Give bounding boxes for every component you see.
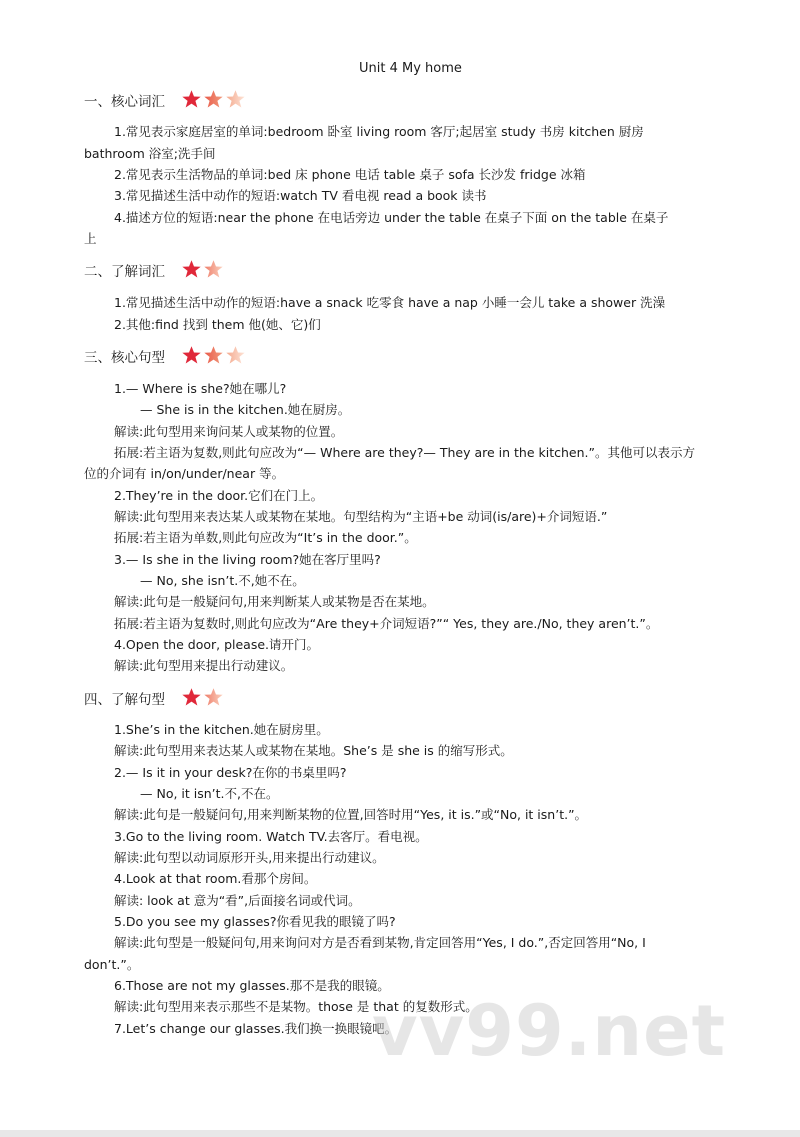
rating-stars (181, 89, 246, 109)
watermark: vv99.net (372, 990, 727, 1072)
list-item: 1.常见描述生活中动作的短语:have a snack 吃零食 have a nap 小睡一会儿 take a shower 洗澡 (114, 295, 666, 310)
list-item: — She is in the kitchen.她在厨房。 (140, 402, 351, 417)
star-partial-icon (203, 687, 224, 707)
list-item: 3.— Is she in the living room?她在客厅里吗? (114, 552, 381, 567)
star-partial-icon (225, 89, 246, 109)
star-full-icon (203, 89, 224, 109)
list-item: 解读: look at 意为“看”,后面接名词或代词。 (114, 893, 361, 908)
list-item: 4.Look at that room.看那个房间。 (114, 871, 317, 886)
list-item: 解读:此句型以动词原形开头,用来提出行动建议。 (114, 850, 385, 865)
document-title: Unit 4 My home (359, 61, 462, 76)
list-item: 解读:此句是一般疑问句,用来判断某物的位置,回答时用“Yes, it is.”或“No, it isn’t.”。 (114, 807, 588, 822)
section-heading-extra-sentences: 四、了解句型 (84, 692, 165, 708)
list-item: 2.— Is it in your desk?在你的书桌里吗? (114, 765, 347, 780)
list-item: don’t.”。 (84, 957, 140, 972)
list-item: 上 (84, 231, 97, 246)
list-item: 4.描述方位的短语:near the phone 在电话旁边 under the table 在桌子下面 on the table 在桌子 (114, 210, 669, 225)
list-item: 拓展:若主语为复数,则此句应改为“— Where are they?— They are in the kitchen.”。其他可以表示方 (114, 445, 695, 460)
list-item: 2.常见表示生活物品的单词:bed 床 phone 电话 table 桌子 sofa 长沙发 fridge 冰箱 (114, 167, 586, 182)
list-item: 1.常见表示家庭居室的单词:bedroom 卧室 living room 客厅;起居室 study 书房 kitchen 厨房 (114, 124, 644, 139)
list-item: 4.Open the door, please.请开门。 (114, 637, 320, 652)
list-item: 2.They’re in the door.它们在门上。 (114, 488, 324, 503)
section-heading-core-sentences: 三、核心句型 (84, 350, 165, 366)
list-item: 1.She’s in the kitchen.她在厨房里。 (114, 722, 329, 737)
list-item: — No, it isn’t.不,不在。 (140, 786, 279, 801)
list-item: 解读:此句型用来提出行动建议。 (114, 658, 294, 673)
star-partial-icon (225, 345, 246, 365)
list-item: 7.Let’s change our glasses.我们换一换眼镜吧。 (114, 1021, 398, 1036)
list-item: — No, she isn’t.不,她不在。 (140, 573, 305, 588)
list-item: bathroom 浴室;洗手间 (84, 146, 216, 161)
list-item: 解读:此句型用来询问某人或某物的位置。 (114, 424, 344, 439)
rating-stars (181, 687, 224, 707)
star-full-icon (203, 345, 224, 365)
section-heading-extra-vocabulary: 二、了解词汇 (84, 264, 165, 280)
list-item: 解读:此句是一般疑问句,用来判断某人或某物是否在某地。 (114, 594, 435, 609)
star-full-icon (181, 89, 202, 109)
list-item: 3.Go to the living room. Watch TV.去客厅。看电视。 (114, 829, 428, 844)
list-item: 解读:此句型用来表达某人或某物在某地。句型结构为“主语+be 动词(is/are)+介词短语.” (114, 509, 608, 524)
list-item: 1.— Where is she?她在哪儿? (114, 381, 287, 396)
list-item: 5.Do you see my glasses?你看见我的眼镜了吗? (114, 914, 396, 929)
star-full-icon (181, 345, 202, 365)
list-item: 解读:此句型用来表示那些不是某物。those 是 that 的复数形式。 (114, 999, 478, 1014)
star-partial-icon (203, 259, 224, 279)
rating-stars (181, 345, 246, 365)
list-item: 拓展:若主语为复数时,则此句应改为“Are they+介词短语?”“ Yes, they are./No, they aren’t.”。 (114, 616, 659, 631)
list-item: 解读:此句型是一般疑问句,用来询问对方是否看到某物,肯定回答用“Yes, I do.”,否定回答用“No, I (114, 935, 646, 950)
page-bottom-edge (0, 1130, 800, 1137)
star-full-icon (181, 687, 202, 707)
list-item: 2.其他:find 找到 them 他(她、它)们 (114, 317, 321, 332)
rating-stars (181, 259, 224, 279)
star-full-icon (181, 259, 202, 279)
list-item: 解读:此句型用来表达某人或某物在某地。She’s 是 she is 的缩写形式。 (114, 743, 513, 758)
section-heading-core-vocabulary: 一、核心词汇 (84, 94, 165, 110)
list-item: 6.Those are not my glasses.那不是我的眼镜。 (114, 978, 390, 993)
list-item: 位的介词有 in/on/under/near 等。 (84, 466, 285, 481)
list-item: 拓展:若主语为单数,则此句应改为“It’s in the door.”。 (114, 530, 417, 545)
list-item: 3.常见描述生活中动作的短语:watch TV 看电视 read a book 读书 (114, 188, 487, 203)
